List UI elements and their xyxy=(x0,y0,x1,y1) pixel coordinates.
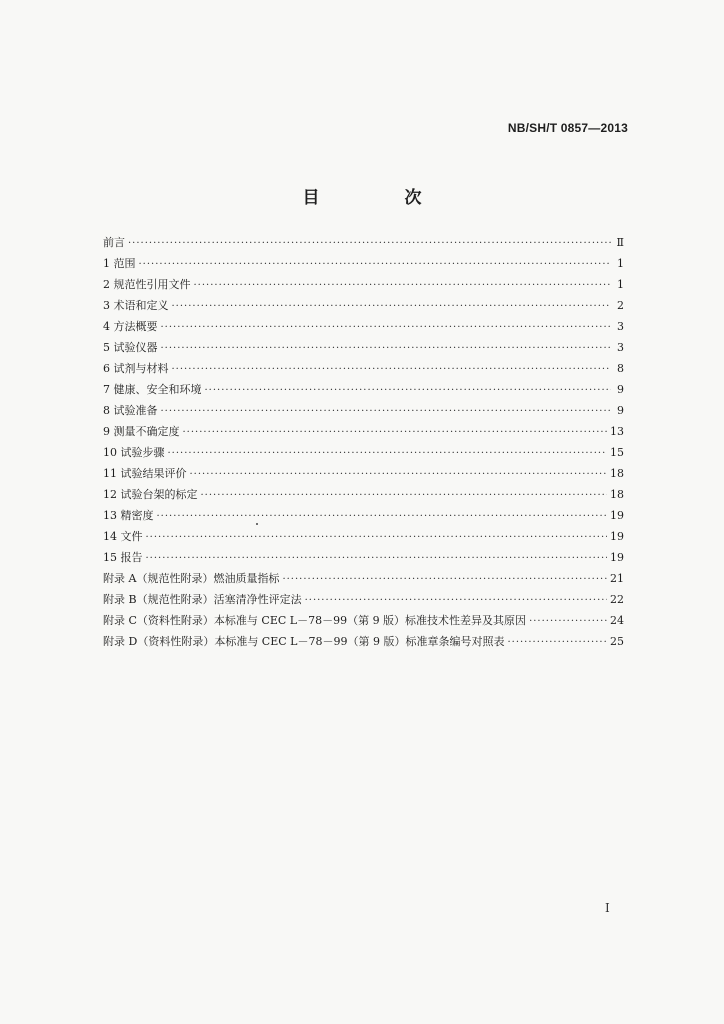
page-number: I xyxy=(605,901,610,915)
toc-entry-page: 15 xyxy=(610,446,624,459)
toc-entry-label: 13 精密度 xyxy=(103,509,154,522)
toc-entry-label: 12 试验台架的标定 xyxy=(103,488,198,501)
dot-leader xyxy=(305,590,607,611)
dot-leader xyxy=(282,569,607,590)
toc-entry[interactable] xyxy=(103,610,624,631)
toc-entry[interactable] xyxy=(103,547,624,568)
toc-entry-label: 附录 A（规范性附录）燃油质量指标 xyxy=(103,572,280,585)
toc-entry-label: 9 测量不确定度 xyxy=(103,425,180,438)
toc-entry-label: 14 文件 xyxy=(103,530,143,543)
toc-entry[interactable] xyxy=(103,379,624,400)
scan-speck xyxy=(256,523,258,525)
toc-entry-page: 2 xyxy=(617,299,624,312)
toc-entry[interactable] xyxy=(103,526,624,547)
toc-entry-page: 1 xyxy=(617,278,624,291)
toc-entry-page: 18 xyxy=(610,488,624,501)
toc-entry[interactable] xyxy=(103,589,624,610)
dot-leader xyxy=(128,233,611,254)
dot-leader xyxy=(190,464,608,485)
dot-leader xyxy=(194,275,612,296)
dot-leader xyxy=(172,359,612,380)
dot-leader xyxy=(168,443,608,464)
toc-entry[interactable] xyxy=(103,295,624,316)
toc-entry[interactable] xyxy=(103,631,624,652)
toc-entry-label: 1 范围 xyxy=(103,257,136,270)
toc-entry-page: 13 xyxy=(610,425,624,438)
toc-entry-label: 15 报告 xyxy=(103,551,143,564)
toc-entry[interactable] xyxy=(103,232,624,253)
toc-entry-page: 19 xyxy=(610,530,624,543)
toc-entry-label: 附录 C（资料性附录）本标准与 CEC L－78－99（第 9 版）标准技术性差异及其原因 xyxy=(103,614,527,627)
dot-leader xyxy=(139,254,612,275)
toc-entry-page: 19 xyxy=(610,509,624,522)
dot-leader xyxy=(146,527,608,548)
toc-entry-label: 附录 D（资料性附录）本标准与 CEC L－78－99（第 9 版）标准章条编号对照表 xyxy=(103,635,505,648)
toc-entry-page: 21 xyxy=(610,572,624,585)
toc-entry-label: 3 术语和定义 xyxy=(103,299,169,312)
standard-number: NB/SH/T 0857—2013 xyxy=(507,121,628,135)
dot-leader xyxy=(157,506,608,527)
toc-entry[interactable] xyxy=(103,421,624,442)
toc-entry[interactable] xyxy=(103,442,624,463)
toc-entry-page: 9 xyxy=(617,404,624,417)
toc-entry-label: 7 健康、安全和环境 xyxy=(103,383,202,396)
dot-leader xyxy=(205,380,612,401)
toc-entry-label: 10 试验步骤 xyxy=(103,446,165,459)
dot-leader xyxy=(161,317,612,338)
dot-leader xyxy=(529,611,607,632)
toc-entry-page: 8 xyxy=(617,362,624,375)
toc-entry-page: 3 xyxy=(617,341,624,354)
toc-entry-label: 前言 xyxy=(103,236,125,249)
toc-entry[interactable] xyxy=(103,337,624,358)
toc-entry[interactable] xyxy=(103,253,624,274)
toc-entry-label: 8 试验准备 xyxy=(103,404,158,417)
dot-leader xyxy=(161,401,612,422)
dot-leader xyxy=(146,548,608,569)
toc-entry-page: 9 xyxy=(617,383,624,396)
toc-entry[interactable] xyxy=(103,274,624,295)
table-of-contents xyxy=(103,232,624,652)
toc-title: 目 次 xyxy=(302,188,456,208)
dot-leader xyxy=(507,632,607,653)
toc-entry[interactable] xyxy=(103,505,624,526)
toc-entry-page: 24 xyxy=(610,614,624,627)
toc-entry-label: 6 试剂与材料 xyxy=(103,362,169,375)
toc-entry-page: 22 xyxy=(610,593,624,606)
toc-entry[interactable] xyxy=(103,400,624,421)
toc-entry-label: 2 规范性引用文件 xyxy=(103,278,191,291)
toc-entry-page: 1 xyxy=(617,257,624,270)
toc-entry[interactable] xyxy=(103,358,624,379)
toc-entry-label: 11 试验结果评价 xyxy=(103,467,187,480)
dot-leader xyxy=(183,422,608,443)
toc-entry-page: Ⅱ xyxy=(616,236,624,249)
dot-leader xyxy=(161,338,612,359)
toc-entry[interactable] xyxy=(103,568,624,589)
dot-leader xyxy=(201,485,608,506)
toc-entry-page: 19 xyxy=(610,551,624,564)
toc-entry-page: 3 xyxy=(617,320,624,333)
toc-entry[interactable] xyxy=(103,463,624,484)
toc-entry-label: 4 方法概要 xyxy=(103,320,158,333)
toc-entry[interactable] xyxy=(103,484,624,505)
toc-entry-label: 5 试验仪器 xyxy=(103,341,158,354)
toc-entry-page: 18 xyxy=(610,467,624,480)
toc-entry-label: 附录 B（规范性附录）活塞清净性评定法 xyxy=(103,593,302,606)
toc-entry-page: 25 xyxy=(610,635,624,648)
dot-leader xyxy=(172,296,612,317)
toc-entry[interactable] xyxy=(103,316,624,337)
